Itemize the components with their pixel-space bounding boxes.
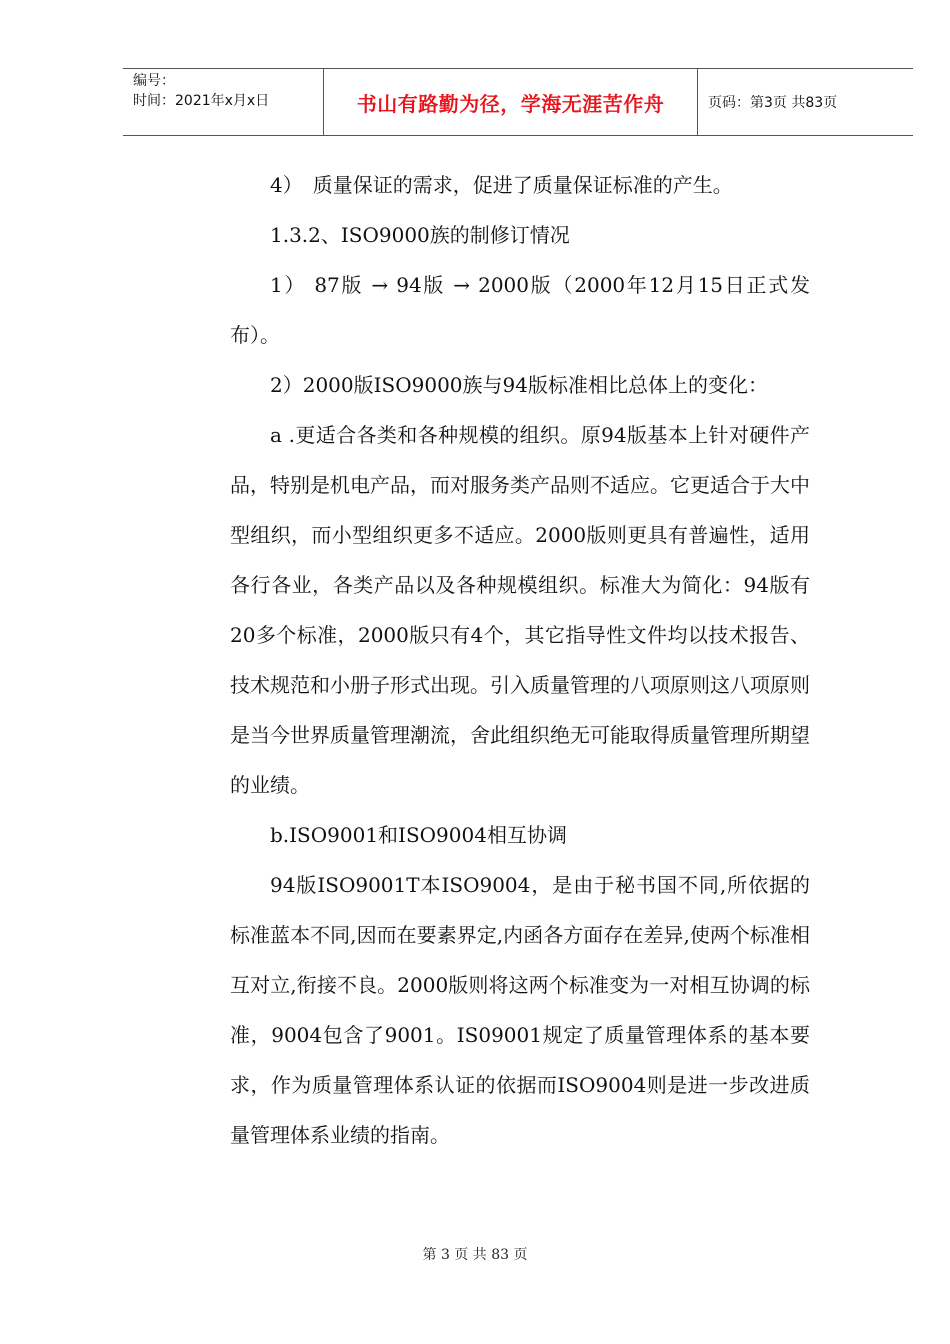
- paragraph-overall-changes: 2）2000版ISO9000族与94版标准相比总体上的变化：: [270, 373, 768, 397]
- page-header: [123, 68, 913, 136]
- header-motto: 书山有路勤为径，学海无涯苦作舟: [356, 91, 665, 116]
- paragraph-version-timeline: 1） 87版 → 94版 → 2000版（2000年12月15日正式发布）。: [230, 273, 810, 347]
- document-date-label: 时间：2021年x月x日: [133, 93, 270, 109]
- subheading-change-b: b.ISO9001和ISO9004相互协调: [270, 823, 567, 847]
- section-heading-revision-history: 1.3.2、ISO9000族的制修订情况: [270, 223, 570, 247]
- header-page-cell: [698, 69, 913, 135]
- header-meta-cell: [123, 69, 324, 135]
- paragraph-change-a: a .更适合各类和各种规模的组织。原94版基本上针对硬件产品，特别是机电产品，而对服务类产品则不适应。它更适合于大中型组织，而小型组织更多不适应。2000版则更具有普遍性，适用各行各业，各类产品以及各种规模组织。标准大为简化：94版有20多个标准，2000版只有4个，其它指导性文件均以技术报告、技术规范和小册子形式出现。引入质量管理的八项原则这八项原则是当今世界质量管理潮流，舍此组织绝无可能取得质量管理所期望的业绩。: [230, 423, 810, 797]
- header-motto-cell: [324, 69, 698, 135]
- paragraph-quality-assurance-need: 4） 质量保证的需求，促进了质量保证标准的产生。: [270, 173, 733, 197]
- header-page-number: 页码：第3页 共83页: [708, 95, 838, 111]
- paragraph-change-b: 94版ISO9001T本ISO9004，是由于秘书国不同,所依据的标准蓝本不同,因而在要素界定,内函各方面存在差异,使两个标准相互对立,衔接不良。2000版则将这两个标准变为一对相互协调的标准，9004包含了9001。IS09001规定了质量管理体系的基本要求，作为质量管理体系认证的依据而ISO9004则是进一步改进质量管理体系业绩的指南。: [230, 873, 810, 1147]
- document-body: [230, 160, 810, 1160]
- page-footer: 第 3 页 共 83 页: [422, 1247, 528, 1263]
- document-number-label: 编号：: [133, 73, 175, 89]
